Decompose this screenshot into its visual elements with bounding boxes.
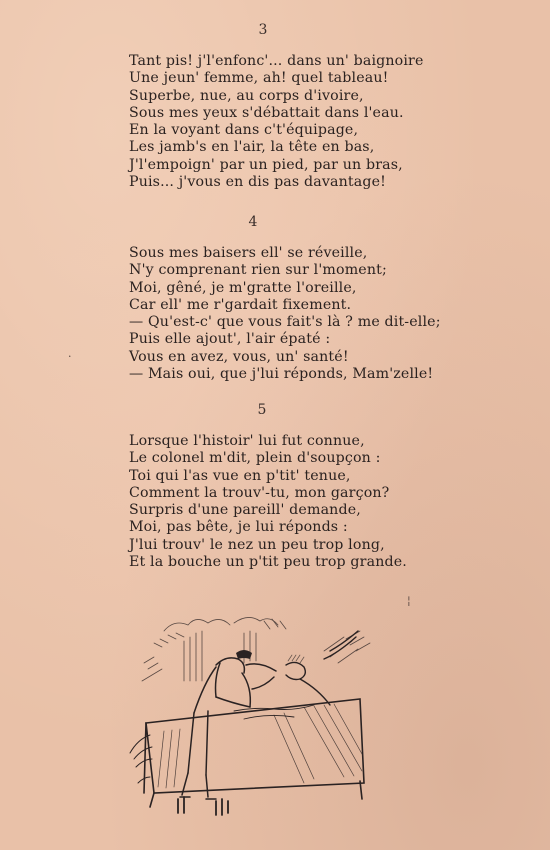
- verse-line: Superbe, nue, au corps d'ivoire,: [129, 87, 364, 104]
- margin-speck: ¦: [407, 594, 411, 607]
- verse-line: J'l'empoign' par un pied, par un bras,: [129, 156, 403, 173]
- stanza-3: [129, 53, 424, 191]
- bathtub-hatching: [158, 704, 362, 788]
- soldier-figure: [180, 658, 276, 799]
- verse-line: Lorsque l'histoir' lui fut connue,: [129, 433, 365, 449]
- verse-line: Moi, pas bête, je lui réponds :: [129, 519, 348, 536]
- margin-speck: ·: [68, 350, 72, 363]
- stanza-4: [129, 245, 441, 383]
- verse-line: Surpris d'une pareill' demande,: [129, 502, 361, 519]
- verse-line: Comment la trouv'-tu, mon garçon?: [129, 484, 390, 501]
- verse-line: Le colonel m'dit, plein d'soupçon :: [129, 450, 381, 467]
- verse-line: En la voyant dans c't'équipage,: [129, 122, 359, 139]
- floor-strokes: [178, 797, 228, 815]
- woman-hair-hatching: [288, 655, 304, 663]
- stanza-number: 4: [248, 214, 258, 230]
- verse-line: Puis elle ajout', l'air épaté :: [129, 331, 331, 348]
- verse-line: Puis... j'vous en dis pas davantage!: [129, 174, 386, 191]
- stanza-number: 5: [257, 402, 267, 418]
- verse-line: N'y comprenant rien sur l'moment;: [129, 262, 387, 279]
- verse-line: Et la bouche un p'tit peu trop grande.: [129, 554, 407, 571]
- verse-line: Toi qui l'as vue en p'tit' tenue,: [129, 467, 351, 484]
- background-hatching: [142, 617, 370, 681]
- verse-line: Une jeun' femme, ah! quel tableau!: [129, 70, 389, 87]
- verse-line: — Qu'est-c' que vous fait's là ? me dit-elle;: [129, 314, 441, 331]
- verse-line: J'lui trouv' le nez un peu trop long,: [129, 536, 385, 553]
- verse-line: — Mais oui, que j'lui réponds, Mam'zelle!: [129, 366, 434, 383]
- verse-line: Sous mes baisers ell' se réveille,: [129, 245, 368, 261]
- woman-figure: [252, 631, 358, 705]
- verse-line: Moi, gêné, je m'gratte l'oreille,: [129, 279, 357, 296]
- bathtub-shape: [144, 699, 364, 807]
- stanza-number: 3: [258, 22, 268, 38]
- stanza-5: [129, 433, 407, 571]
- verse-line: Car ell' me r'gardait fixement.: [129, 296, 352, 313]
- verse-line: Les jamb's en l'air, la tête en bas,: [129, 139, 375, 156]
- verse-line: Sous mes yeux s'débattait dans l'eau.: [129, 104, 404, 121]
- engraving-illustration: [124, 603, 386, 823]
- verse-line: Vous en avez, vous, un' santé!: [129, 348, 349, 365]
- verse-line: Tant pis! j'l'enfonc'... dans un' baignoire: [129, 53, 424, 69]
